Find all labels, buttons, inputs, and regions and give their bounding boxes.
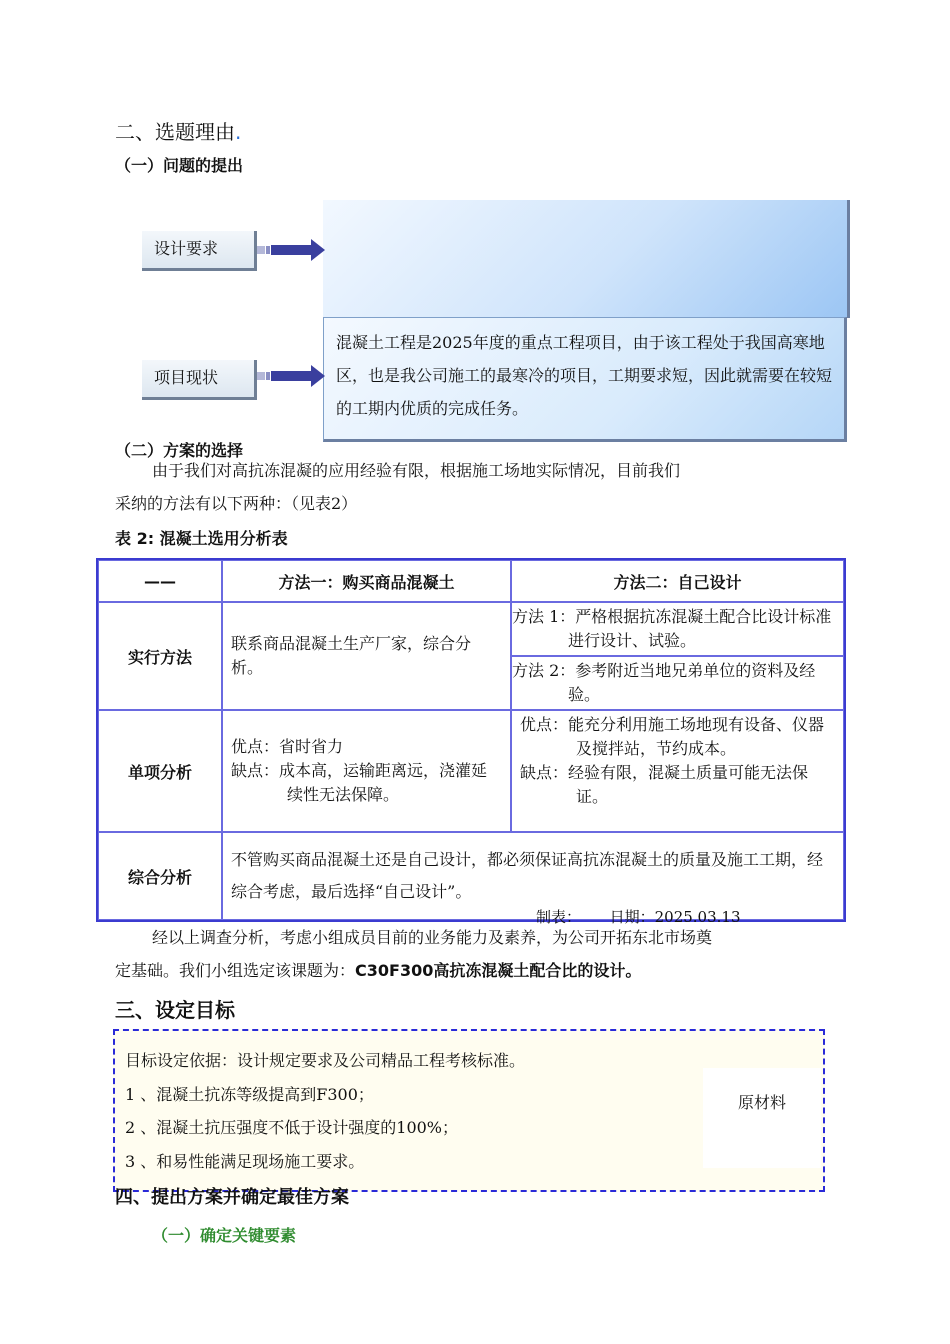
- row-label: 实行方法: [98, 602, 222, 710]
- table-header-cell: ——: [98, 560, 222, 602]
- advantage-text: 优点：能充分利用施工场地现有设备、仪器及搅拌站，节约成本。: [520, 715, 825, 758]
- topic-text: C30F300高抗冻混凝土配合比的设计。: [355, 961, 642, 980]
- design-requirement-label-text: 设计要求: [154, 239, 219, 258]
- arrow-right-icon: [257, 365, 327, 387]
- project-status-text: 混凝土工程是2025年度的重点工程项目，由于该工程处于我国高寒地区，也是我公司施工的最寒冷的项目，工期要求短，因此就需要在较短的工期内优质的完成任务。: [336, 333, 833, 418]
- raw-material-box: [703, 1068, 821, 1168]
- paragraph-line: 经以上调查分析，考虑小组成员目前的业务能力及素养，为公司开拓东北市场奠: [152, 928, 713, 947]
- table-caption: 表 2: 混凝土选用分析表: [115, 529, 288, 548]
- row-label: 单项分析: [98, 710, 222, 832]
- section-title-3: 三、设定目标: [115, 998, 235, 1022]
- section-title-4: 四、提出方案并确定最佳方案: [115, 1187, 349, 1208]
- table-header-cell: 方法一：购买商品混凝土: [222, 560, 511, 602]
- goal-item: 1 、混凝土抗冻等级提高到F300；: [125, 1085, 374, 1104]
- table-cell: 联系商品混凝土生产厂家，综合分析。: [222, 602, 511, 710]
- paragraph-line: 采纳的方法有以下两种：（见表2）: [115, 494, 358, 513]
- goal-item: 3 、和易性能满足现场施工要求。: [125, 1152, 365, 1171]
- disadvantage-text: 缺点：经验有限，混凝土质量可能无法保证。: [520, 763, 809, 806]
- project-status-label-text: 项目现状: [154, 368, 219, 387]
- table-cell: 方法 2：参考附近当地兄弟单位的资料及经验。: [511, 656, 844, 710]
- goal-item: 2 、混凝土抗压强度不低于设计强度的100%；: [125, 1118, 459, 1137]
- advantage-text: 优点：省时省力: [231, 737, 344, 756]
- table-cell: [511, 710, 844, 832]
- table-cell: [222, 710, 511, 832]
- project-status-label: [142, 360, 257, 400]
- subsection-solution: （二）方案的选择: [115, 441, 244, 460]
- table-row: [98, 602, 844, 656]
- table-cell: 方法 1：严格根据抗冻混凝土配合比设计标准进行设计、试验。: [511, 602, 844, 656]
- title-dot: .: [235, 120, 242, 144]
- raw-material-label: 原材料: [737, 1093, 786, 1112]
- design-requirement-label: [142, 231, 257, 271]
- paragraph-text: 定基础。我们小组选定该课题为：: [115, 961, 356, 980]
- design-requirement-panel: [323, 200, 850, 318]
- table-header-cell: 方法二：自己设计: [511, 560, 844, 602]
- subsection-key-factors: （一）确定关键要素: [152, 1226, 297, 1245]
- subsection-problem: （一）问题的提出: [115, 156, 244, 175]
- row-label: 综合分析: [98, 832, 222, 920]
- table-cell: 不管购买商品混凝土还是自己设计，都必须保证高抗冻混凝土的质量及施工工期，经综合考虑，最后选择“自己设计”。: [222, 832, 844, 920]
- goal-basis: 目标设定依据：设计规定要求及公司精品工程考核标准。: [125, 1051, 526, 1070]
- section-title-2-text: 二、选题理由: [115, 120, 235, 144]
- disadvantage-text: 缺点：成本高，运输距离远，浇灌延续性无法保障。: [231, 761, 488, 804]
- arrow-right-icon: [257, 239, 327, 261]
- section-title-2: [115, 116, 241, 145]
- table-header-row: [98, 560, 844, 602]
- table-footer: 制表： 日期：2025.03.13: [536, 908, 741, 926]
- analysis-table: [96, 558, 846, 922]
- table-row: [98, 710, 844, 832]
- project-status-panel: [323, 317, 847, 442]
- paragraph-line: 由于我们对高抗冻混凝的应用经验有限，根据施工场地实际情况，目前我们: [152, 461, 681, 480]
- paragraph-line: [115, 955, 641, 987]
